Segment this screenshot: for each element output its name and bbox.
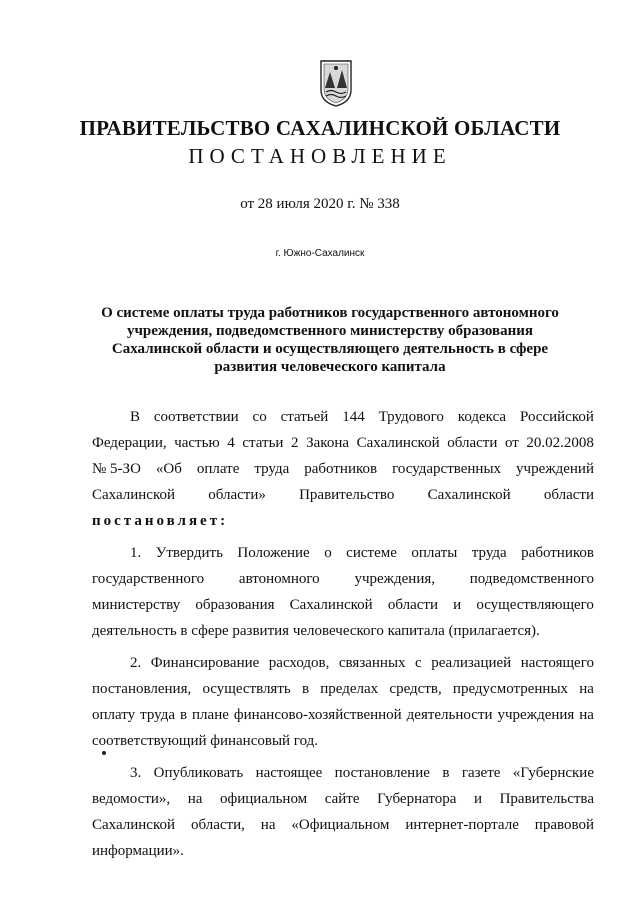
numbered-paragraph	[92, 650, 594, 754]
word: Опубликовать	[153, 765, 244, 781]
word: Утвердить	[155, 545, 223, 561]
subject-line: развития человеческого капитала	[214, 359, 446, 375]
word: Сахалинской	[427, 487, 511, 503]
word: области	[387, 597, 438, 613]
word: и	[453, 597, 462, 613]
word: подведомственного	[469, 571, 594, 587]
word: 144	[342, 409, 365, 425]
word: постановления,	[92, 681, 192, 697]
word: от	[504, 435, 519, 451]
numbered-paragraph	[92, 540, 594, 644]
word: постановление	[334, 765, 430, 781]
word: интернет-портале	[405, 817, 519, 833]
word: настоящего	[520, 655, 594, 671]
document-city: г. Южно-Сахалинск	[275, 248, 365, 259]
word: пределах	[320, 681, 379, 697]
word: системе	[346, 545, 397, 561]
text-line	[92, 404, 594, 430]
word: сайте	[324, 791, 360, 807]
word: работников	[521, 545, 594, 561]
word: Закона	[306, 435, 350, 451]
word: образования	[195, 597, 275, 613]
word: области	[543, 487, 594, 503]
word: министерству	[92, 597, 181, 613]
organization-title: ПРАВИТЕЛЬСТВО САХАЛИНСКОЙ ОБЛАСТИ	[79, 116, 561, 140]
word: труда	[254, 461, 290, 477]
text-line	[92, 760, 594, 786]
word: статьи	[242, 435, 284, 451]
word: 20.02.2008	[526, 435, 594, 451]
word: расходов,	[268, 655, 330, 671]
word: с	[415, 655, 422, 671]
word: «Об	[155, 461, 182, 477]
word: государственных	[392, 461, 502, 477]
word: труда	[140, 707, 175, 723]
word: настоящее	[255, 765, 323, 781]
word: связанных	[338, 655, 406, 671]
text-line	[92, 592, 594, 618]
word: 1.	[130, 545, 142, 561]
text-line	[92, 566, 594, 592]
word: учреждения,	[354, 571, 436, 587]
text-line	[92, 540, 594, 566]
word: в	[301, 681, 310, 697]
coat-of-arms-emblem-icon	[318, 58, 354, 108]
word: работников	[304, 461, 378, 477]
word: со	[252, 409, 267, 425]
word: на	[579, 681, 594, 697]
text-line	[92, 456, 594, 482]
word: финансово-хозяйственной	[233, 707, 402, 723]
word: о	[324, 545, 332, 561]
word: газете	[461, 765, 501, 781]
word: № 5-ЗО	[92, 461, 141, 477]
document-type: ПОСТАНОВЛЕНИЕ	[188, 144, 452, 168]
word: Положение	[237, 545, 310, 561]
word: Правительство	[299, 487, 395, 503]
word: осуществляющего	[476, 597, 594, 613]
word: Федерации,	[92, 435, 167, 451]
word: оплате	[196, 461, 240, 477]
word: В	[130, 409, 141, 425]
word: области,	[190, 817, 245, 833]
decree-word-line	[92, 508, 594, 534]
text-line	[92, 786, 594, 812]
word: Трудового	[378, 409, 444, 425]
word: деятельности	[406, 707, 493, 723]
text-line-last: деятельность в сфере развития человеческого капитала (прилагается).	[92, 623, 540, 639]
word: кодекса	[457, 409, 507, 425]
word: реализацией	[431, 655, 512, 671]
word: оплату	[92, 707, 136, 723]
subject-line: Сахалинской области и осуществляющего деятельность в сфере	[111, 341, 549, 357]
word: на	[579, 707, 594, 723]
word: Сахалинской	[92, 487, 176, 503]
word: «Официальном	[291, 817, 390, 833]
word: соответствии	[153, 409, 239, 425]
word: статьей	[280, 409, 329, 425]
word: предусмотренных	[452, 681, 569, 697]
word: и	[473, 791, 482, 807]
word: Сахалинской	[289, 597, 373, 613]
word: на	[187, 791, 203, 807]
word: в	[179, 707, 188, 723]
text-line	[92, 650, 594, 676]
word: Финансирование	[150, 655, 260, 671]
word: на	[260, 817, 276, 833]
word: области»	[208, 487, 266, 503]
word: Губернатора	[377, 791, 457, 807]
word: области	[447, 435, 498, 451]
text-line	[92, 482, 594, 508]
word: Сахалинской	[356, 435, 440, 451]
word: государственного	[92, 571, 205, 587]
word: плане	[192, 707, 229, 723]
word: правовой	[534, 817, 594, 833]
word: частью	[174, 435, 220, 451]
preamble-paragraph	[92, 404, 594, 508]
document-body	[92, 404, 594, 864]
text-line-last: соответствующий финансовый год.	[92, 733, 319, 749]
word: 4	[227, 435, 235, 451]
word: «Губернские	[512, 765, 594, 781]
text-line	[92, 702, 594, 728]
word: 2	[291, 435, 299, 451]
word: Правительства	[499, 791, 594, 807]
text-line	[92, 430, 594, 456]
word: официальном	[220, 791, 308, 807]
subject-line: учреждения, подведомственного министерству образования	[126, 323, 534, 339]
word: труда	[471, 545, 507, 561]
word: ведомости»,	[92, 791, 171, 807]
word: Российской	[519, 409, 594, 425]
word: в	[442, 765, 450, 781]
word: 3.	[130, 765, 142, 781]
word: средств,	[389, 681, 442, 697]
word: учреждений	[516, 461, 594, 477]
document-date-number: от 28 июля 2020 г. № 338	[240, 196, 400, 212]
word: Сахалинской	[92, 817, 176, 833]
text-line-last: информации».	[92, 843, 184, 859]
word: оплаты	[411, 545, 458, 561]
word: 2.	[130, 655, 142, 671]
document-subject	[100, 304, 560, 376]
subject-line: О системе оплаты труда работников государственного автономного	[101, 305, 559, 321]
word: осуществлять	[202, 681, 291, 697]
text-line	[92, 676, 594, 702]
word: учреждения	[497, 707, 575, 723]
text-line	[92, 812, 594, 838]
numbered-paragraph	[92, 760, 594, 864]
word: автономного	[238, 571, 320, 587]
decree-word: постановляет:	[92, 513, 229, 529]
